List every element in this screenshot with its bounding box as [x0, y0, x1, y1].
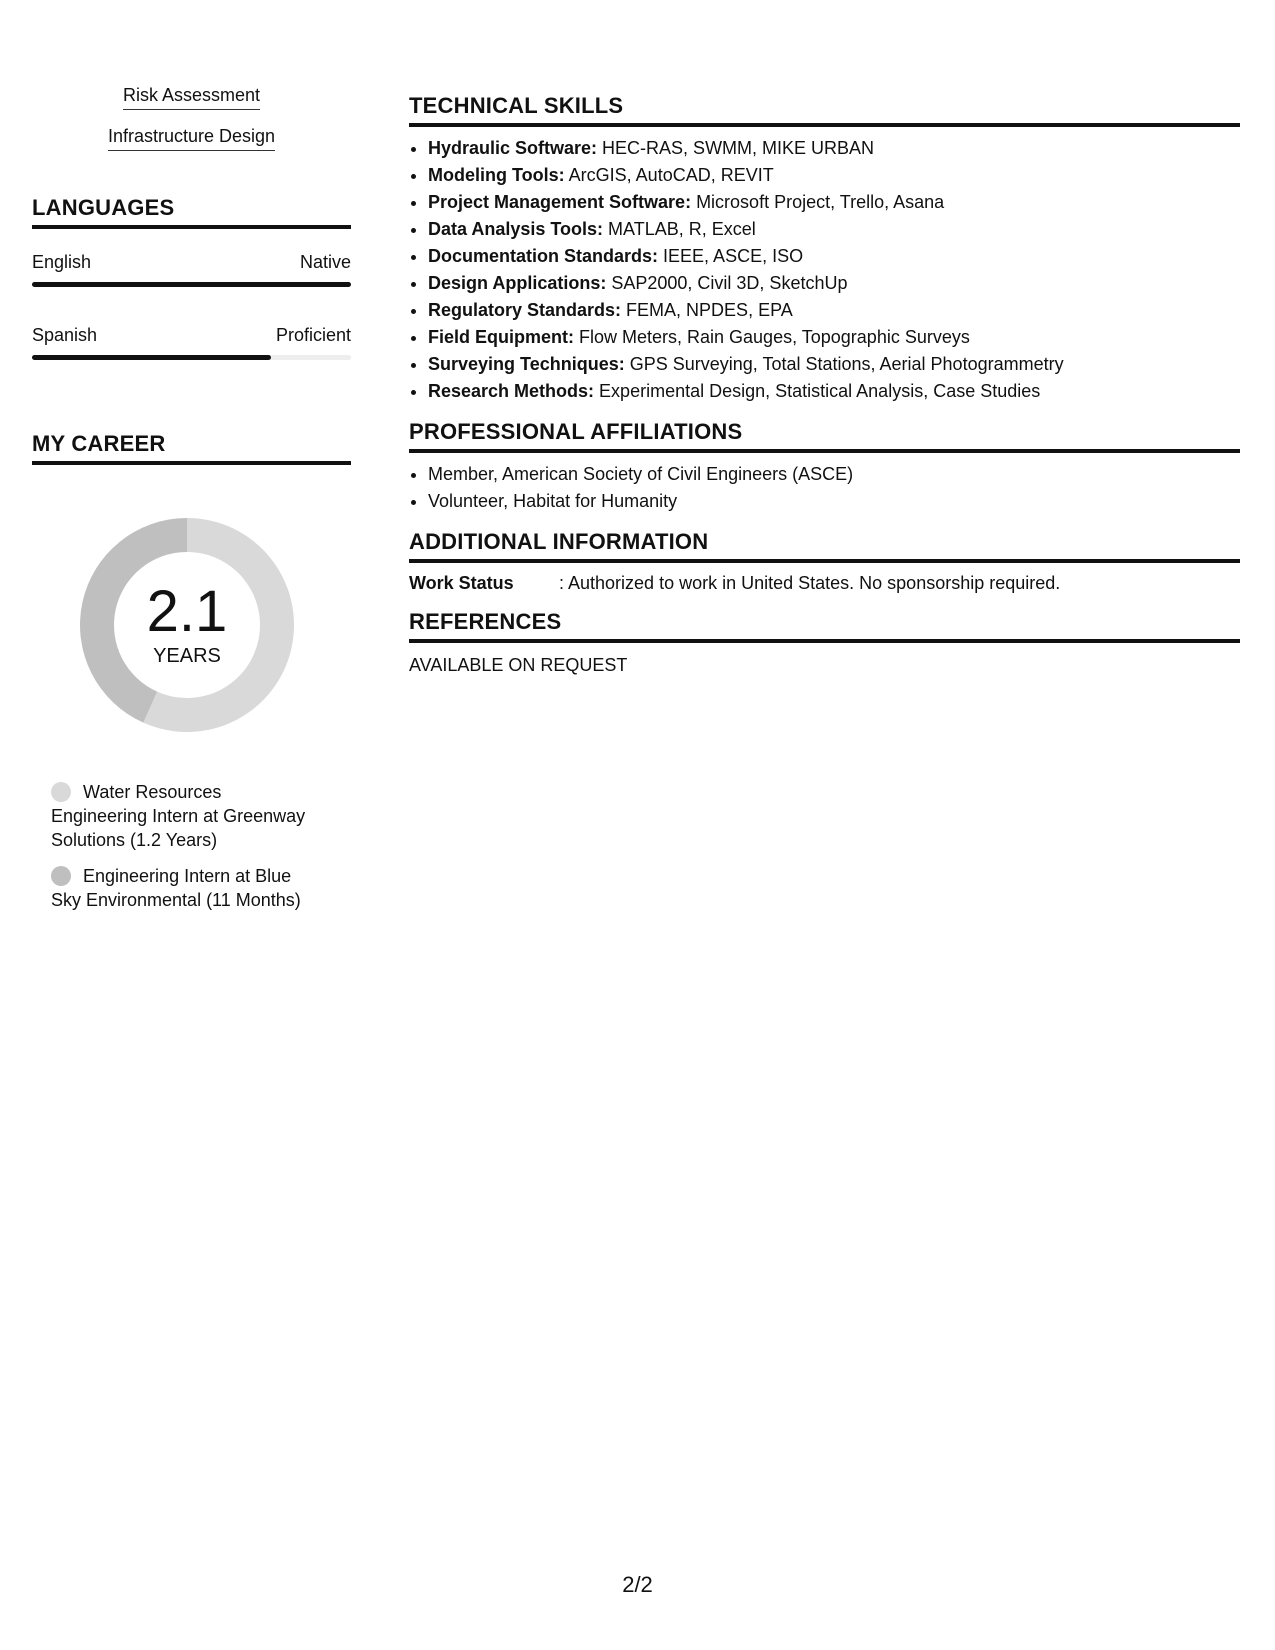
technical-skill-item — [428, 243, 1240, 270]
career-legend-label: Engineering Intern at Blue Sky Environmental (11 Months) — [51, 866, 301, 910]
technical-skill-value: GPS Surveying, Total Stations, Aerial Photogrammetry — [624, 354, 1064, 374]
career-donut-chart — [67, 505, 307, 745]
career-legend — [51, 780, 321, 912]
language-proficiency-fill — [32, 355, 271, 360]
technical-skill-item — [428, 216, 1240, 243]
technical-skill-label: Project Management Software: — [428, 192, 692, 212]
legend-dot-icon — [51, 866, 71, 886]
technical-skill-item — [428, 324, 1240, 351]
affiliation-item: • Volunteer, Habitat for Humanity — [428, 488, 1240, 515]
career-legend-item — [51, 780, 321, 852]
technical-skill-label: Hydraulic Software: — [428, 138, 598, 158]
languages-heading: LANGUAGES — [32, 195, 351, 229]
technical-skill-value: Experimental Design, Statistical Analysis, Case Studies — [594, 381, 1041, 401]
language-item — [32, 251, 351, 287]
references-text: AVAILABLE ON REQUEST — [409, 655, 628, 675]
references-section — [409, 609, 1240, 677]
affiliations-heading: PROFESSIONAL AFFILIATIONS — [409, 419, 1240, 453]
skill-tag-row — [32, 84, 351, 110]
skill-tag-row — [32, 125, 351, 151]
technical-skill-value: SAP2000, Civil 3D, SketchUp — [606, 273, 848, 293]
language-proficiency-fill — [32, 282, 351, 287]
technical-skill-label: Surveying Techniques: — [428, 354, 625, 374]
technical-skills-list — [409, 135, 1240, 405]
technical-skill-value: Microsoft Project, Trello, Asana — [691, 192, 945, 212]
technical-skill-value: Flow Meters, Rain Gauges, Topographic Surveys — [574, 327, 970, 347]
references-heading: REFERENCES — [409, 609, 1240, 643]
technical-skills-section — [409, 93, 1240, 405]
skill-tag: Infrastructure Design — [108, 125, 275, 151]
technical-skill-value: FEMA, NPDES, EPA — [621, 300, 793, 320]
technical-skill-item — [428, 351, 1240, 378]
technical-skill-label: Regulatory Standards: — [428, 300, 622, 320]
career-legend-item — [51, 864, 321, 912]
language-level: Proficient — [275, 325, 351, 345]
affiliations-section — [409, 419, 1240, 515]
technical-skill-label: Data Analysis Tools: — [428, 219, 604, 239]
technical-skill-value: HEC-RAS, SWMM, MIKE URBAN — [597, 138, 875, 158]
language-proficiency-bar — [32, 355, 351, 360]
main-content — [409, 93, 1240, 691]
skill-tag: Risk Assessment — [123, 84, 260, 110]
technical-skill-value: MATLAB, R, Excel — [603, 219, 756, 239]
technical-skill-item — [428, 378, 1240, 405]
career-legend-label: Water Resources Engineering Intern at Greenway Solutions (1.2 Years) — [51, 782, 306, 850]
technical-skill-item — [428, 189, 1240, 216]
technical-skills-heading: TECHNICAL SKILLS — [409, 93, 1240, 127]
language-proficiency-bar — [32, 282, 351, 287]
technical-skill-value: IEEE, ASCE, ISO — [658, 246, 804, 266]
language-level: Native — [299, 252, 351, 272]
technical-skill-value: ArcGIS, AutoCAD, REVIT — [564, 165, 774, 185]
work-status-label: Work Status — [409, 573, 514, 593]
additional-info-heading: ADDITIONAL INFORMATION — [409, 529, 1240, 563]
technical-skill-label: Design Applications: — [428, 273, 607, 293]
technical-skill-item — [428, 297, 1240, 324]
career-unit: YEARS — [153, 645, 221, 667]
additional-info-section — [409, 529, 1240, 595]
technical-skill-item — [428, 270, 1240, 297]
affiliations-list — [409, 461, 1240, 515]
technical-skill-item — [428, 135, 1240, 162]
career-total: 2.1 — [146, 579, 228, 644]
work-status-row — [409, 571, 1240, 595]
sidebar — [32, 84, 351, 924]
page-number: 2/2 — [622, 1572, 653, 1597]
technical-skill-label: Modeling Tools: — [428, 165, 565, 185]
affiliation-item: • Member, American Society of Civil Engineers (ASCE) — [428, 461, 1240, 488]
work-status-value: : Authorized to work in United States. No sponsorship required. — [559, 573, 1061, 593]
technical-skill-item — [428, 162, 1240, 189]
legend-dot-icon — [51, 782, 71, 802]
technical-skill-label: Research Methods: — [428, 381, 595, 401]
language-item — [32, 324, 351, 360]
languages-list — [32, 251, 351, 360]
technical-skill-label: Field Equipment: — [428, 327, 574, 347]
technical-skill-label: Documentation Standards: — [428, 246, 659, 266]
language-name: English — [32, 252, 92, 272]
career-heading: MY CAREER — [32, 431, 351, 465]
language-name: Spanish — [32, 325, 98, 345]
